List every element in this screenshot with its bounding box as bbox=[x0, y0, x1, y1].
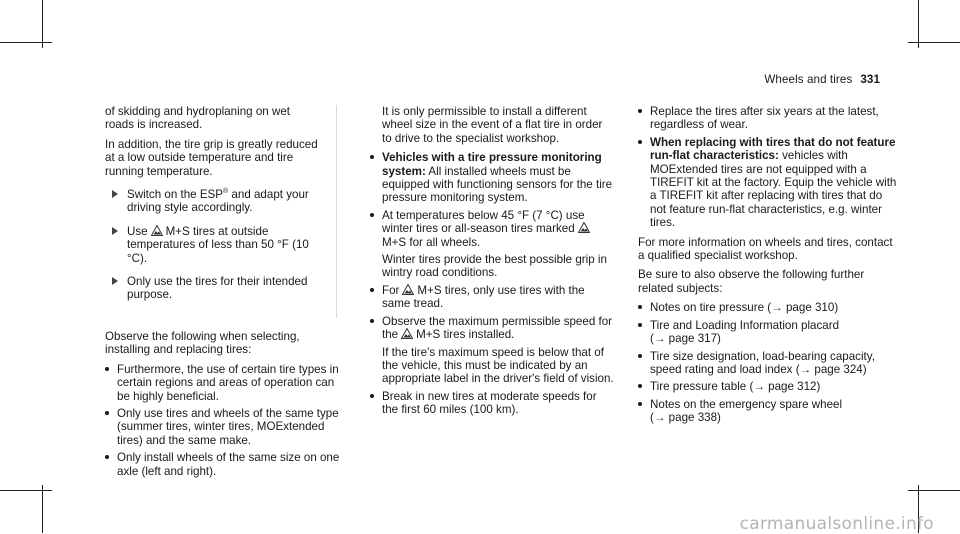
column-1 bbox=[105, 105, 347, 484]
page-number: 331 bbox=[860, 73, 880, 86]
page-reference[interactable]: (→ page 310) bbox=[767, 301, 839, 315]
box-paragraph: of skidding and hydroplaning on wet roads is increased. bbox=[105, 105, 290, 132]
mountain-snowflake-icon bbox=[402, 284, 414, 295]
list-item: Only install wheels of the same size on one axle (left and right). bbox=[105, 451, 347, 478]
list-item: Vehicles with a tire pressure monitoring system: All installed wheels must be equipped with functioning sensors for the tire pressure monitoring system. bbox=[370, 151, 615, 205]
column-2 bbox=[370, 105, 615, 423]
related-link[interactable]: Notes on tire pressure (→ page 310) bbox=[638, 301, 900, 314]
watermark: carmanualsonline.info bbox=[739, 513, 934, 534]
page-header bbox=[764, 73, 880, 86]
column-3 bbox=[638, 105, 900, 431]
bullet-list bbox=[370, 151, 615, 416]
list-item: Break in new tires at moderate speeds for the first 60 miles (100 km). bbox=[370, 390, 615, 417]
related-link[interactable]: Tire pressure table (→ page 312) bbox=[638, 380, 900, 393]
related-link[interactable]: Tire size designation, load-bearing capacity, speed rating and load index (→ page 324) bbox=[638, 350, 900, 377]
page-reference[interactable]: (→ page 338) bbox=[650, 411, 721, 425]
mountain-snowflake-icon bbox=[401, 328, 413, 339]
warning-box bbox=[95, 105, 337, 318]
crop-mark bbox=[42, 485, 43, 533]
step-arrow-icon bbox=[112, 277, 118, 285]
bullet-list bbox=[105, 363, 347, 478]
paragraph: Be sure to also observe the following further related subjects: bbox=[638, 268, 865, 295]
crop-mark bbox=[42, 0, 43, 48]
crop-mark bbox=[908, 490, 960, 491]
crop-mark bbox=[918, 0, 919, 48]
step-item: Only use the tires for their intended purpose. bbox=[105, 275, 322, 302]
list-item: Observe the maximum permissible speed for the M+S tires installed. If the tire's maximum speed is below that of the vehicle, this must be indicated by an appropriate label in the driver's field of vision. bbox=[370, 315, 615, 386]
page-reference[interactable]: (→ page 312) bbox=[749, 380, 821, 394]
page-reference[interactable]: (→ page 324) bbox=[795, 362, 867, 376]
list-item: When replacing with tires that do not feature run-flat characteristics: vehicles with MOExtended tires are not equipped with a TIREFIT kit at the factory. Equip the vehicle with a TIREFIT kit after replacing with tires that do not feature run-flat characteristics, e.g. winter tires. bbox=[638, 136, 900, 230]
sub-paragraph: If the tire's maximum speed is below that of the vehicle, this must be indicated by an appropriate label in the driver's field of vision. bbox=[382, 345, 614, 386]
mountain-snowflake-icon bbox=[578, 222, 590, 233]
list-item: Furthermore, the use of certain tire types in certain regions and areas of operation can be highly beneficial. bbox=[105, 363, 347, 403]
list-item: For M+S tires, only use tires with the same tread. bbox=[370, 284, 615, 311]
related-link[interactable]: Notes on the emergency spare wheel (→ page 338) bbox=[638, 398, 900, 425]
list-item: At temperatures below 45 °F (7 °C) use winter tires or all-season tires marked M+S for all wheels. Winter tires provide the best possible grip in wintry road conditions. bbox=[370, 209, 615, 280]
paragraph: For more information on wheels and tires, contact a qualified specialist workshop. bbox=[638, 235, 893, 263]
step-item: Use M+S tires at outside temperatures of less than 50 °F (10 °C). bbox=[105, 225, 322, 265]
mountain-snowflake-icon bbox=[151, 225, 163, 236]
crop-mark bbox=[908, 42, 960, 43]
list-item: Only use tires and wheels of the same type (summer tires, winter tires, MOExtended tires) and the same make. bbox=[105, 407, 347, 447]
paragraph: Observe the following when selecting, installing and replacing tires: bbox=[105, 329, 300, 357]
list-item: Replace the tires after six years at the latest, regardless of wear. bbox=[638, 105, 900, 132]
header-title: Wheels and tires bbox=[764, 73, 853, 86]
page-reference[interactable]: (→ page 317) bbox=[650, 332, 721, 346]
step-arrow-icon bbox=[112, 227, 118, 235]
box-paragraph: In addition, the tire grip is greatly reduced at a low outside temperature and tire running temperature. bbox=[105, 137, 318, 178]
step-arrow-icon bbox=[112, 190, 118, 198]
bullet-list bbox=[638, 105, 900, 230]
paragraph: It is only permissible to install a different wheel size in the event of a flat tire in order to drive to the specialist workshop. bbox=[382, 105, 603, 145]
related-link[interactable]: Tire and Loading Information placard (→ page 317) bbox=[638, 319, 900, 346]
sub-paragraph: Winter tires provide the best possible grip in wintry road conditions. bbox=[382, 253, 607, 280]
related-links-list bbox=[638, 301, 900, 424]
crop-mark bbox=[0, 42, 52, 43]
crop-mark bbox=[0, 490, 52, 491]
step-item: Switch on the ESP® and adapt your driving style accordingly. bbox=[105, 188, 322, 215]
